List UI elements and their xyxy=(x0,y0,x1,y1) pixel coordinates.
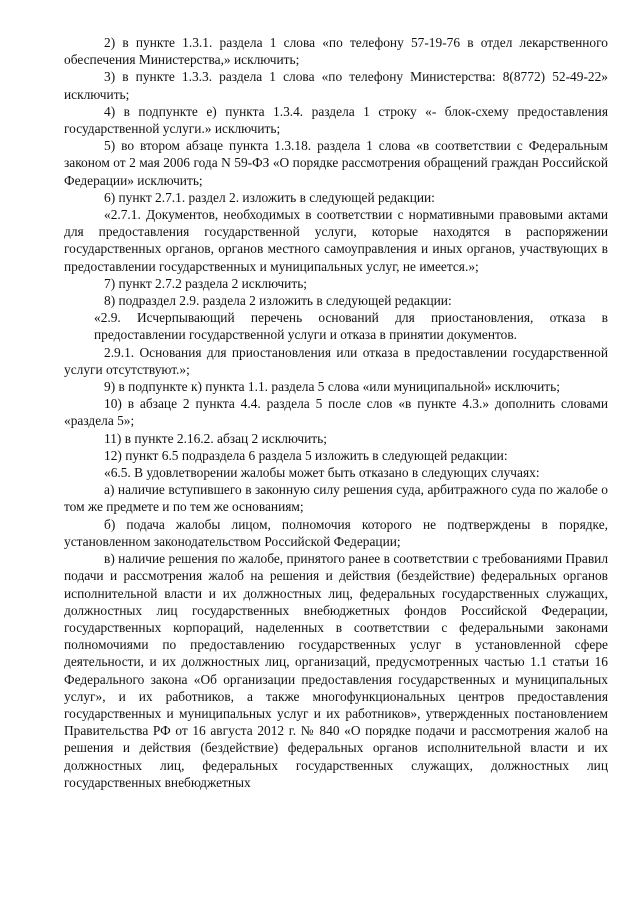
paragraph-item-7: 7) пункт 2.7.2 раздела 2 исключить; xyxy=(104,275,308,291)
paragraph-subitem-b: б) подача жалобы лицом, полномочия которого не подтверждены в порядке, установленном законодательством Российской Федерации; xyxy=(64,516,608,549)
paragraph-item-11: 11) в пункте 2.16.2. абзац 2 исключить; xyxy=(104,430,327,446)
paragraph-item-2: 2) в пункте 1.3.1. раздела 1 слова «по телефону 57-19-76 в отдел лекарственного обеспечения Министерства,» исключить; xyxy=(64,35,608,68)
paragraph-item-9: 9) в подпункте к) пункта 1.1. раздела 5 слова «или муниципальной» исключить; xyxy=(104,379,560,395)
document-page xyxy=(64,34,608,791)
paragraph-quote-2-9-1: 2.9.1. Основания для приостановления или отказа в предоставлении государственной услуги отсутствуют.»; xyxy=(64,344,608,377)
paragraph-item-3: 3) в пункте 1.3.3. раздела 1 слова «по телефону Министерства: 8(8772) 52-49-22» исключить; xyxy=(64,69,608,102)
paragraph-subitem-v: в) наличие решения по жалобе, принятого ранее в соответствии с требованиями Правил подачи и рассмотрения жалоб на решения и действия (бездействие) федеральных органов исполнительной власти и их должностных лиц, федеральных государственных служащих, должностных лиц государственных внебюджетных фондов Российской Федерации, государственных корпораций, наделенных в соответствии с федеральными законами полномочиями по предоставлению государственных услуг в установленной сфере деятельности, и их должностных лиц, организаций, предусмотренных частью 1.1 статьи 16 Федерального закона «Об организации предоставления государственных и муниципальных услуг», и их работников, а также многофункциональных центров предоставления государственных и муниципальных услуг и их работников», утвержденных постановлением Правительства РФ от 16 августа 2012 г. № 840 «О порядке подачи и рассмотрения жалоб на решения и действия (бездействие) федеральных органов исполнительной власти и их должностных лиц, федеральных государственных служащих, должностных лиц государственных внебюджетных xyxy=(64,551,608,790)
paragraph-item-8: 8) подраздел 2.9. раздела 2 изложить в следующей редакции: xyxy=(104,293,452,309)
paragraph-quote-2-9: «2.9. Исчерпывающий перечень оснований для приостановления, отказа в предоставлении государственной услуги и отказа в принятии документов. xyxy=(94,310,608,343)
paragraph-item-4: 4) в подпункте е) пункта 1.3.4. раздела 1 строку «- блок-схему предоставления государственной услуги.» исключить; xyxy=(64,103,608,137)
paragraph-subitem-a: а) наличие вступившего в законную силу решения суда, арбитражного суда по жалобе о том же предмете и по тем же основаниям; xyxy=(64,482,608,515)
paragraph-quote-2-7-1: «2.7.1. Документов, необходимых в соответствии с нормативными правовыми актами для предоставления государственной услуги, которые находятся в распоряжении государственных органов, органов местного самоуправления и иных органов, участвующих в предоставлении государственных и муниципальных услуг, не имеется.»; xyxy=(64,207,608,274)
paragraph-item-10: 10) в абзаце 2 пункта 4.4. раздела 5 после слов «в пункте 4.3.» дополнить словами «раздела 5»; xyxy=(64,396,608,429)
paragraph-item-12: 12) пункт 6.5 подраздела 6 раздела 5 изложить в следующей редакции: xyxy=(104,447,508,463)
paragraph-item-5: 5) во втором абзаце пункта 1.3.18. раздела 1 слова «в соответствии с Федеральным законом от 2 мая 2006 года N 59-ФЗ «О порядке рассмотрения обращений граждан Российской Федерации» исключить; xyxy=(64,138,608,188)
paragraph-item-6: 6) пункт 2.7.1. раздел 2. изложить в следующей редакции: xyxy=(104,189,435,205)
paragraph-quote-6-5: «6.5. В удовлетворении жалобы может быть отказано в следующих случаях: xyxy=(104,465,540,481)
